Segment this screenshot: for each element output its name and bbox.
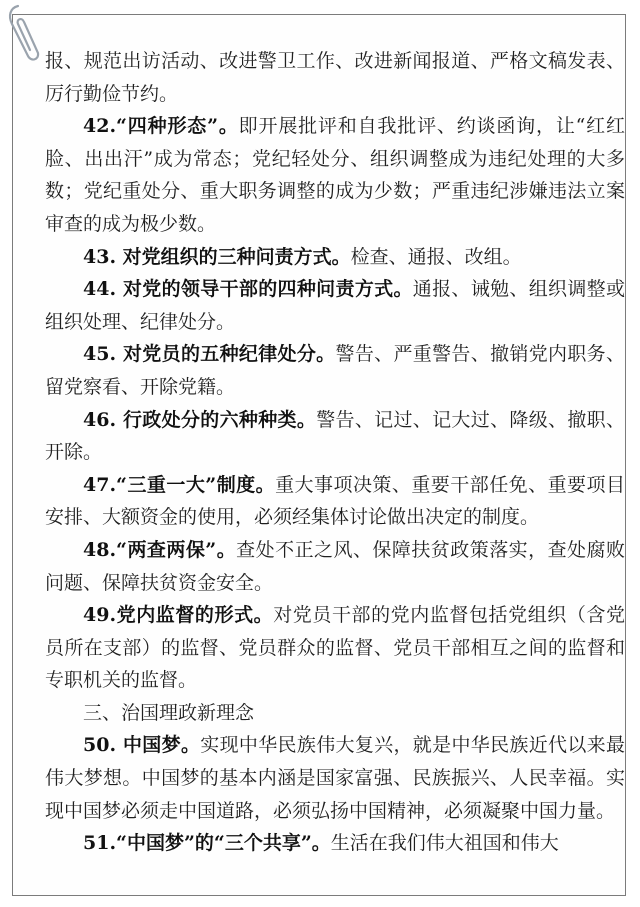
paragraph-46 bbox=[45, 404, 625, 469]
paragraph-49 bbox=[45, 599, 625, 697]
item-body: 通报、诫勉、组织调整或组织处理、纪律处分。 bbox=[45, 278, 625, 333]
section-heading: 三、治国理政新理念 bbox=[83, 701, 255, 724]
item-body: 对党员干部的党内监督包括党组织（含党员所在支部）的监督、党员群众的监督、党员干部相互之间的监督和专职机关的监督。 bbox=[45, 604, 625, 692]
paragraph-43 bbox=[45, 241, 625, 274]
paragraph-50 bbox=[45, 729, 625, 827]
document-content bbox=[45, 45, 625, 860]
document-page bbox=[12, 14, 626, 896]
paragraph-47 bbox=[45, 469, 625, 534]
item-title: 43. 对党组织的三种问责方式。 bbox=[83, 245, 351, 268]
item-body: 检查、通报、改组。 bbox=[350, 245, 522, 268]
paragraph-51 bbox=[45, 827, 625, 860]
item-title: 50. 中国梦。 bbox=[83, 734, 201, 757]
item-title: 42.“四种形态”。 bbox=[83, 115, 239, 138]
paragraph-44 bbox=[45, 273, 625, 338]
item-body: 警告、记过、记大过、降级、撤职、开除。 bbox=[45, 408, 625, 464]
item-title: 48.“两查两保”。 bbox=[83, 538, 237, 561]
item-title: 46. 行政处分的六种种类。 bbox=[83, 408, 317, 431]
item-title: 49.党内监督的形式。 bbox=[83, 604, 274, 627]
item-title: 51.“中国梦”的“三个共享”。 bbox=[83, 832, 331, 855]
item-body: 查处不正之风、保障扶贫政策落实，查处腐败问题、保障扶贫资金安全。 bbox=[45, 538, 625, 594]
item-title: 47.“三重一大”制度。 bbox=[83, 473, 276, 496]
item-body: 重大事项决策、重要干部任免、重要项目安排、大额资金的使用，必须经集体讨论做出决定的制度。 bbox=[45, 473, 625, 529]
item-body: 即开展批评和自我批评、约谈函询，让“红红脸、出出汗”成为常态；党纪轻处分、组织调整成为违纪处理的大多数；党纪重处分、重大职务调整的成为少数；严重违纪涉嫌违法立案审查的成为极少数。 bbox=[45, 115, 625, 235]
paperclip-icon bbox=[4, 0, 44, 64]
paragraph-42 bbox=[45, 110, 625, 240]
paragraph-48 bbox=[45, 534, 625, 599]
item-body: 警告、严重警告、撤销党内职务、留党察看、开除党籍。 bbox=[45, 343, 625, 398]
item-body: 实现中华民族伟大复兴，就是中华民族近代以来最伟大梦想。中国梦的基本内涵是国家富强、民族振兴、人民幸福。实现中国梦必须走中国道路，必须弘扬中国精神，必须凝聚中国力量。 bbox=[45, 734, 625, 822]
paragraph-41-tail: 报、规范出访活动、改进警卫工作、改进新闻报道、严格文稿发表、厉行勤俭节约。 bbox=[45, 50, 625, 105]
paragraph-45 bbox=[45, 338, 625, 403]
item-body: 生活在我们伟大祖国和伟大 bbox=[330, 832, 559, 855]
item-title: 44. 对党的领导干部的四种问责方式。 bbox=[83, 278, 413, 301]
item-title: 45. 对党员的五种纪律处分。 bbox=[83, 343, 336, 366]
